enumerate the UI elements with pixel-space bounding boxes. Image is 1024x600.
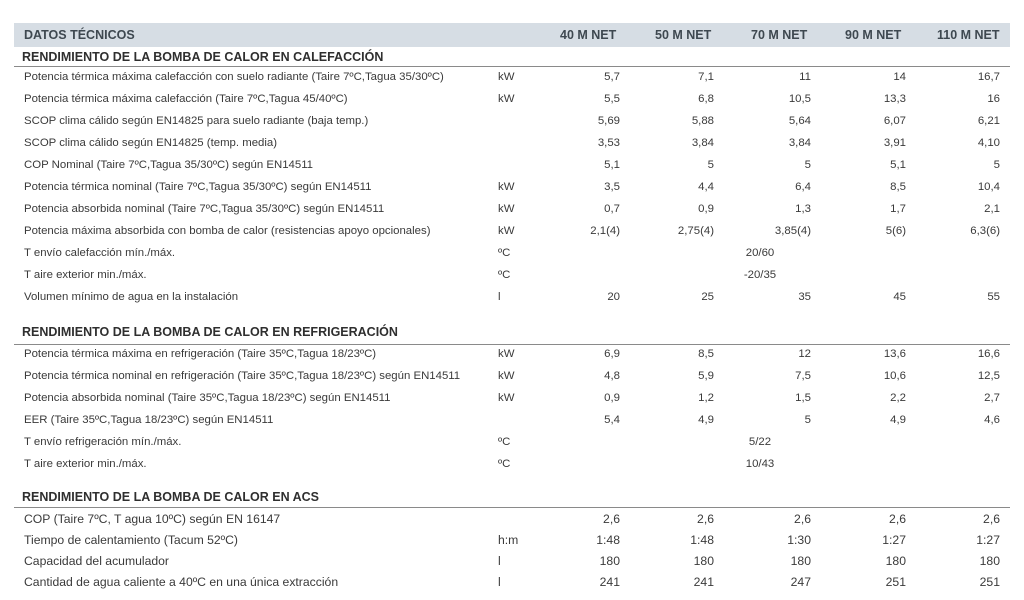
row-value: 4,9 <box>890 414 906 426</box>
table-row <box>0 266 1024 286</box>
row-label: EER (Taire 35ºC,Tagua 18/23ºC) según EN14511 <box>24 414 274 426</box>
row-value: 180 <box>599 554 620 568</box>
row-value: 2,2 <box>890 392 906 404</box>
row-value: 10,4 <box>977 181 1000 193</box>
row-unit: l <box>498 291 501 303</box>
table-row <box>0 244 1024 264</box>
table-row <box>0 509 1024 529</box>
row-value: 3,84 <box>691 137 714 149</box>
row-value: 5(6) <box>885 225 906 237</box>
header-model-90: 90 M NET <box>845 28 902 42</box>
row-label: T envío refrigeración mín./máx. <box>24 436 182 448</box>
row-value: 35 <box>798 291 811 303</box>
row-value: 0,9 <box>698 203 714 215</box>
row-value: 11 <box>799 71 811 83</box>
row-value: 13,6 <box>883 348 906 360</box>
row-range-value: 10/43 <box>745 458 775 470</box>
row-value: 6,8 <box>698 93 714 105</box>
row-value: 16,7 <box>977 71 1000 83</box>
header-title: DATOS TÉCNICOS <box>24 28 135 42</box>
row-value: 3,53 <box>597 137 620 149</box>
row-value: 180 <box>979 554 1000 568</box>
row-value: 0,7 <box>604 203 620 215</box>
row-label: COP Nominal (Taire 7ºC,Tagua 35/30ºC) según EN14511 <box>24 159 314 171</box>
row-value: 1:27 <box>882 533 906 547</box>
row-value: 0,9 <box>604 392 620 404</box>
row-value: 20 <box>607 291 620 303</box>
row-label: Cantidad de agua caliente a 40ºC en una única extracción <box>24 575 339 589</box>
row-value: 241 <box>599 575 620 589</box>
row-value: 180 <box>790 554 811 568</box>
table-row <box>0 433 1024 453</box>
row-value: 1,7 <box>890 203 906 215</box>
table-row <box>0 572 1024 592</box>
row-value: 6,21 <box>977 115 1000 127</box>
row-value: 5,1 <box>604 159 620 171</box>
row-label: Potencia térmica máxima en refrigeración (Taire 35ºC,Tagua 18/23ºC) <box>24 348 377 360</box>
section-divider <box>14 66 1010 67</box>
row-value: 5,4 <box>604 414 620 426</box>
row-label: COP (Taire 7ºC, T agua 10ºC) según EN 16147 <box>24 512 281 526</box>
row-value: 12,5 <box>977 370 1000 382</box>
row-range-value: -20/35 <box>743 269 777 281</box>
row-value: 5,88 <box>691 115 714 127</box>
table-row <box>0 455 1024 475</box>
row-value: 45 <box>893 291 906 303</box>
row-value: 1:30 <box>787 533 811 547</box>
row-value: 5,7 <box>604 71 620 83</box>
row-value: 6,9 <box>604 348 620 360</box>
row-unit: kW <box>498 392 515 404</box>
row-label: Capacidad del acumulador <box>24 554 169 568</box>
table-row <box>0 345 1024 365</box>
row-unit: l <box>498 575 501 589</box>
row-value: 4,4 <box>698 181 714 193</box>
table-row <box>0 288 1024 308</box>
row-label: Potencia absorbida nominal (Taire 35ºC,Tagua 18/23ºC) según EN14511 <box>24 392 391 404</box>
table-row <box>0 530 1024 550</box>
row-value: 5,9 <box>698 370 714 382</box>
table-row <box>0 222 1024 242</box>
row-unit: kW <box>498 348 515 360</box>
row-value: 2,6 <box>603 512 620 526</box>
row-value: 2,1 <box>984 203 1000 215</box>
header-model-40: 40 M NET <box>560 28 617 42</box>
row-value: 2,6 <box>983 512 1000 526</box>
row-value: 1:27 <box>976 533 1000 547</box>
row-value: 1:48 <box>690 533 714 547</box>
row-label: Potencia térmica máxima calefacción (Taire 7ºC,Tagua 45/40ºC) <box>24 93 348 105</box>
row-value: 4,8 <box>604 370 620 382</box>
table-row <box>0 389 1024 409</box>
section-title: RENDIMIENTO DE LA BOMBA DE CALOR EN CALEFACCIÓN <box>22 50 384 64</box>
row-label: T aire exterior min./máx. <box>24 269 147 281</box>
row-value: 180 <box>693 554 714 568</box>
row-value: 3,5 <box>604 181 620 193</box>
row-value: 55 <box>987 291 1000 303</box>
row-value: 251 <box>885 575 906 589</box>
row-value: 12 <box>798 348 811 360</box>
row-value: 2,6 <box>889 512 906 526</box>
header-model-50: 50 M NET <box>655 28 712 42</box>
row-value: 247 <box>790 575 811 589</box>
row-label: SCOP clima cálido según EN14825 para suelo radiante (baja temp.) <box>24 115 369 127</box>
row-value: 4,9 <box>698 414 714 426</box>
row-value: 14 <box>893 71 906 83</box>
row-label: T envío calefacción mín./máx. <box>24 247 176 259</box>
section-divider <box>14 507 1010 508</box>
row-label: Tiempo de calentamiento (Tacum 52ºC) <box>24 533 238 547</box>
row-value: 8,5 <box>698 348 714 360</box>
row-label: Potencia térmica máxima calefacción con suelo radiante (Taire 7ºC,Tagua 35/30ºC) <box>24 71 444 83</box>
row-value: 2,7 <box>984 392 1000 404</box>
row-value: 3,84 <box>788 137 811 149</box>
row-unit: ºC <box>498 269 511 281</box>
row-label: SCOP clima cálido según EN14825 (temp. media) <box>24 137 278 149</box>
row-value: 1,5 <box>795 392 811 404</box>
row-value: 7,1 <box>698 71 714 83</box>
row-value: 241 <box>693 575 714 589</box>
table-row <box>0 200 1024 220</box>
table-row <box>0 156 1024 176</box>
row-unit: kW <box>498 93 515 105</box>
row-unit: kW <box>498 181 515 193</box>
table-row <box>0 551 1024 571</box>
table-row <box>0 68 1024 88</box>
row-value: 6,3(6) <box>970 225 1000 237</box>
section-title: RENDIMIENTO DE LA BOMBA DE CALOR EN ACS <box>22 490 319 504</box>
row-value: 13,3 <box>883 93 906 105</box>
table-row <box>0 367 1024 387</box>
row-value: 5 <box>993 159 1000 171</box>
row-unit: ºC <box>498 458 511 470</box>
row-label: Potencia térmica nominal (Taire 7ºC,Tagua 35/30ºC) según EN14511 <box>24 181 372 193</box>
row-range-value: 20/60 <box>745 247 775 259</box>
row-unit: kW <box>498 203 515 215</box>
header-model-110: 110 M NET <box>937 28 1000 42</box>
row-value: 2,6 <box>697 512 714 526</box>
row-range-value: 5/22 <box>748 436 772 448</box>
row-value: 5,64 <box>788 115 811 127</box>
row-value: 6,07 <box>883 115 906 127</box>
row-value: 5,5 <box>604 93 620 105</box>
row-value: 5 <box>804 159 811 171</box>
table-row <box>0 411 1024 431</box>
row-value: 6,4 <box>795 181 811 193</box>
section-title: RENDIMIENTO DE LA BOMBA DE CALOR EN REFRIGERACIÓN <box>22 325 398 339</box>
row-value: 5,1 <box>890 159 906 171</box>
row-value: 5,69 <box>597 115 620 127</box>
table-row <box>0 90 1024 110</box>
row-unit: h:m <box>498 533 519 547</box>
row-unit: ºC <box>498 436 511 448</box>
header-model-70: 70 M NET <box>751 28 808 42</box>
row-value: 2,75(4) <box>677 225 714 237</box>
row-label: Potencia absorbida nominal (Taire 7ºC,Tagua 35/30ºC) según EN14511 <box>24 203 385 215</box>
row-value: 2,1(4) <box>590 225 620 237</box>
row-value: 3,91 <box>883 137 906 149</box>
row-value: 16 <box>987 93 1000 105</box>
row-value: 1:48 <box>596 533 620 547</box>
row-unit: ºC <box>498 247 511 259</box>
row-unit: kW <box>498 71 515 83</box>
row-label: Volumen mínimo de agua en la instalación <box>24 291 239 303</box>
row-value: 25 <box>701 291 714 303</box>
row-value: 1,3 <box>795 203 811 215</box>
table-row <box>0 134 1024 154</box>
row-value: 5 <box>804 414 811 426</box>
row-value: 5 <box>707 159 714 171</box>
row-label: T aire exterior min./máx. <box>24 458 147 470</box>
table-header <box>14 23 1010 47</box>
row-value: 8,5 <box>890 181 906 193</box>
row-value: 180 <box>885 554 906 568</box>
row-value: 10,6 <box>883 370 906 382</box>
table-row <box>0 178 1024 198</box>
row-value: 4,10 <box>977 137 1000 149</box>
row-value: 2,6 <box>794 512 811 526</box>
row-value: 1,2 <box>698 392 714 404</box>
row-value: 10,5 <box>788 93 811 105</box>
row-unit: kW <box>498 370 515 382</box>
row-unit: kW <box>498 225 515 237</box>
row-value: 251 <box>979 575 1000 589</box>
table-row <box>0 112 1024 132</box>
row-value: 4,6 <box>984 414 1000 426</box>
row-label: Potencia máxima absorbida con bomba de calor (resistencias apoyo opcionales) <box>24 225 431 237</box>
row-value: 16,6 <box>977 348 1000 360</box>
row-unit: l <box>498 554 501 568</box>
row-value: 7,5 <box>795 370 811 382</box>
row-label: Potencia térmica nominal en refrigeración (Taire 35ºC,Tagua 18/23ºC) según EN14511 <box>24 370 461 382</box>
row-value: 3,85(4) <box>774 225 811 237</box>
